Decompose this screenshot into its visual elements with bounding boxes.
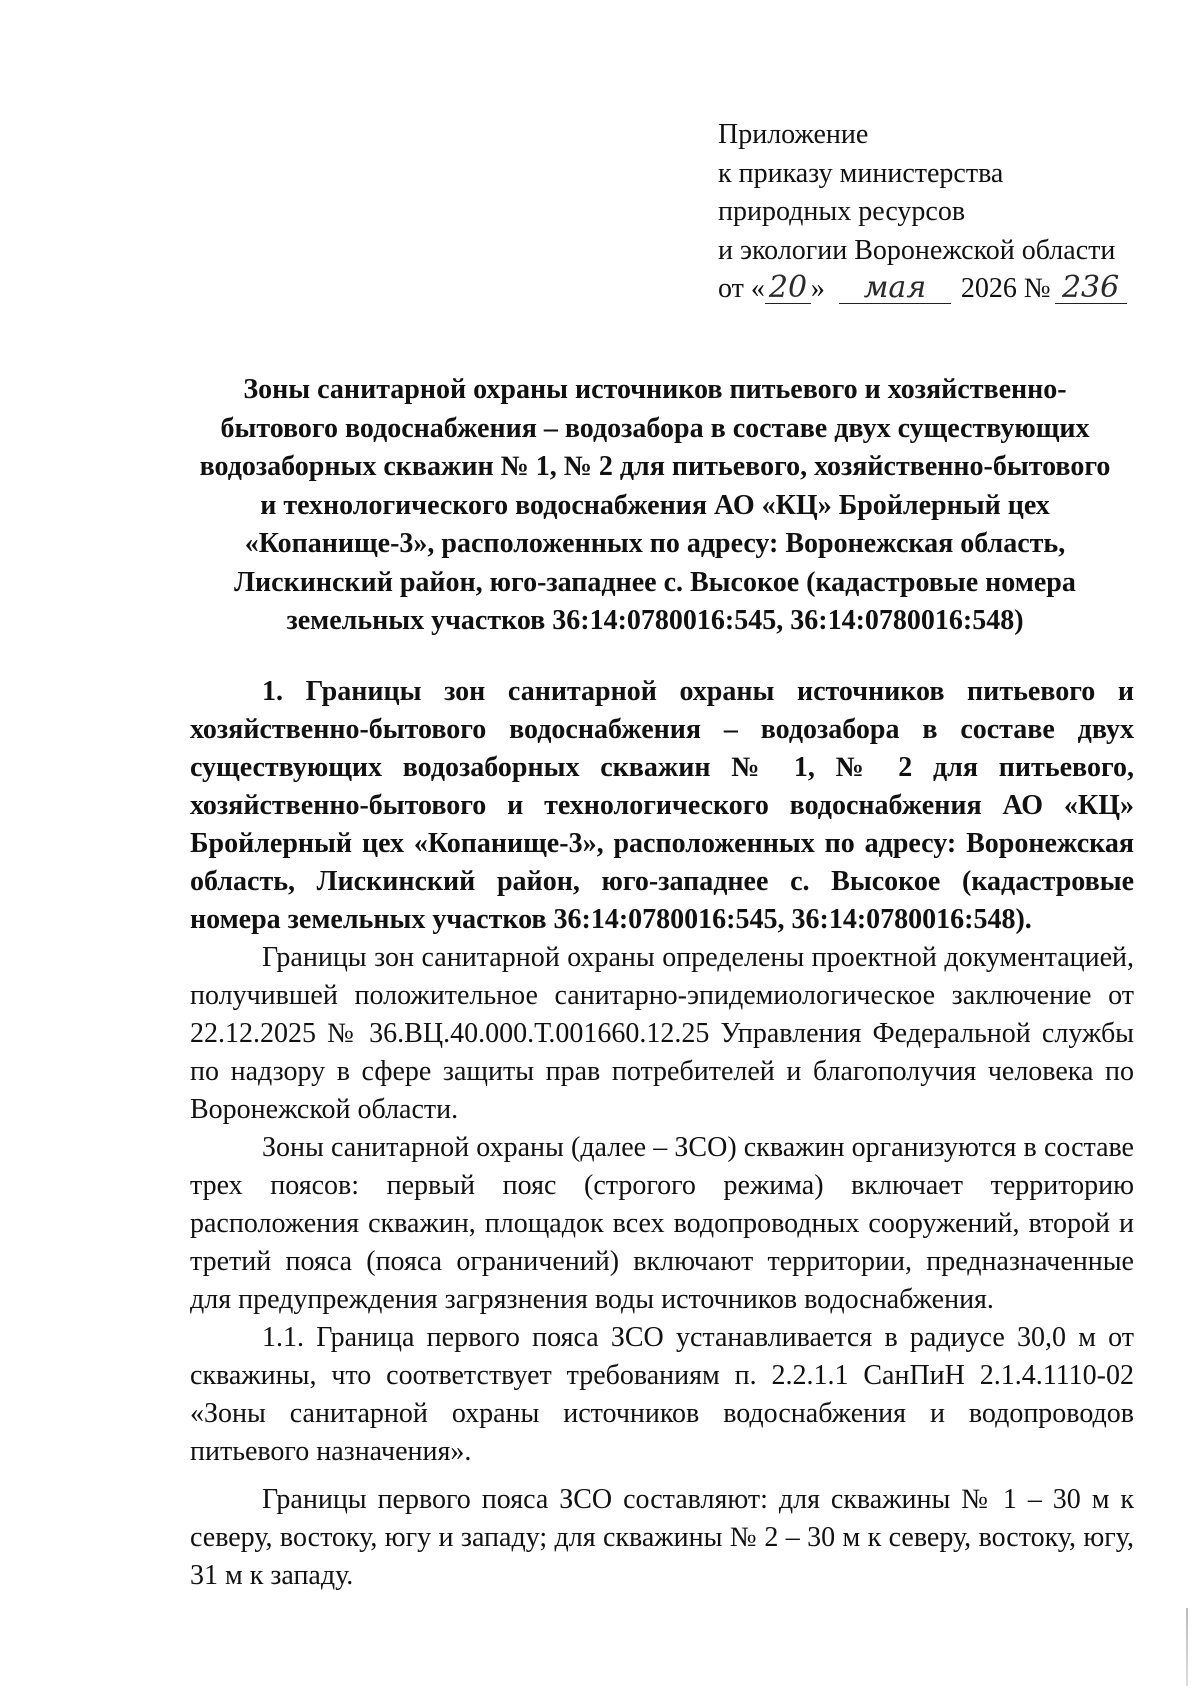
section-heading: 1. Границы зон санитарной охраны источников питьевого и хозяйственно-бытового водоснабжения – водозабора в составе двух существующих водозаборных скважин № 1, № 2 для питьевого, хозяйственно-бытового и технологического водоснабжения АО «КЦ» Бройлерный цех «Копанище-3», расположенных по адресу: Воронежская область, Лискинский район, юго-западнее с. Высокое (кадастровые номера земельных участков 36:14:0780016:545, 36:14:0780016:548). — [190, 676, 1134, 935]
date-close-quote: » — [810, 273, 825, 304]
scan-edge-mark — [1186, 1608, 1188, 1686]
handwritten-day: 20 — [765, 273, 811, 304]
handwritten-month: мая — [839, 273, 951, 304]
appendix-line: к приказу министерства — [718, 157, 1004, 189]
year-and-number-label: 2026 № — [960, 273, 1051, 304]
appendix-line: природных ресурсов — [718, 196, 966, 227]
appendix-line: Приложение — [718, 119, 869, 150]
body-paragraph: Границы первого пояса ЗСО составляют: для скважины № 1 – 30 м к северу, востоку, югу и западу; для скважины № 2 – 30 м к северу, востоку, югу, 31 м к западу. — [190, 1484, 1134, 1591]
handwritten-order-number: 236 — [1055, 273, 1127, 304]
body-paragraph: 1.1. Граница первого пояса ЗСО устанавливается в радиусе 30,0 м от скважины, что соответствует требованиям п. 2.2.1.1 СанПиН 2.1.4.1110-02 «Зоны санитарной охраны источников водоснабжения и водопроводов питьевого назначения». — [190, 1322, 1134, 1467]
document-title: Зоны санитарной охраны источников питьевого и хозяйственно-бытового водоснабжения – водозабора в составе двух существующих водозаборных скважин № 1, № 2 для питьевого, хозяйственно-бытового и технологического водоснабжения АО «КЦ» Бройлерный цех «Копанище-3», расположенных по адресу: Воронежская область, Лискинский район, юго-западнее с. Высокое (кадастровые номера земельных участков 36:14:0780016:545, 36:14:0780016:548) — [199, 374, 1111, 636]
date-prefix: от « — [718, 273, 765, 304]
document-body — [190, 673, 1134, 1595]
appendix-header — [718, 116, 1158, 309]
body-paragraph: Границы зон санитарной охраны определены проектной документацией, получившей положительное санитарно-эпидемиологическое заключение от 22.12.2025 № 36.ВЦ.40.000.Т.001660.12.25 Управления Федеральной службы по надзору в сфере защиты прав потребителей и благополучия человека по Воронежской области. — [190, 942, 1134, 1125]
order-date-line — [718, 270, 1158, 309]
body-paragraph: Зоны санитарной охраны (далее – ЗСО) скважин организуются в составе трех поясов: первый пояс (строгого режима) включает территорию расположения скважин, площадок всех водопроводных сооружений, второй и третий пояса (пояса ограничений) включают территории, предназначенные для предупреждения загрязнения воды источников водоснабжения. — [190, 1132, 1134, 1315]
appendix-line: и экологии Воронежской области — [718, 234, 1116, 266]
